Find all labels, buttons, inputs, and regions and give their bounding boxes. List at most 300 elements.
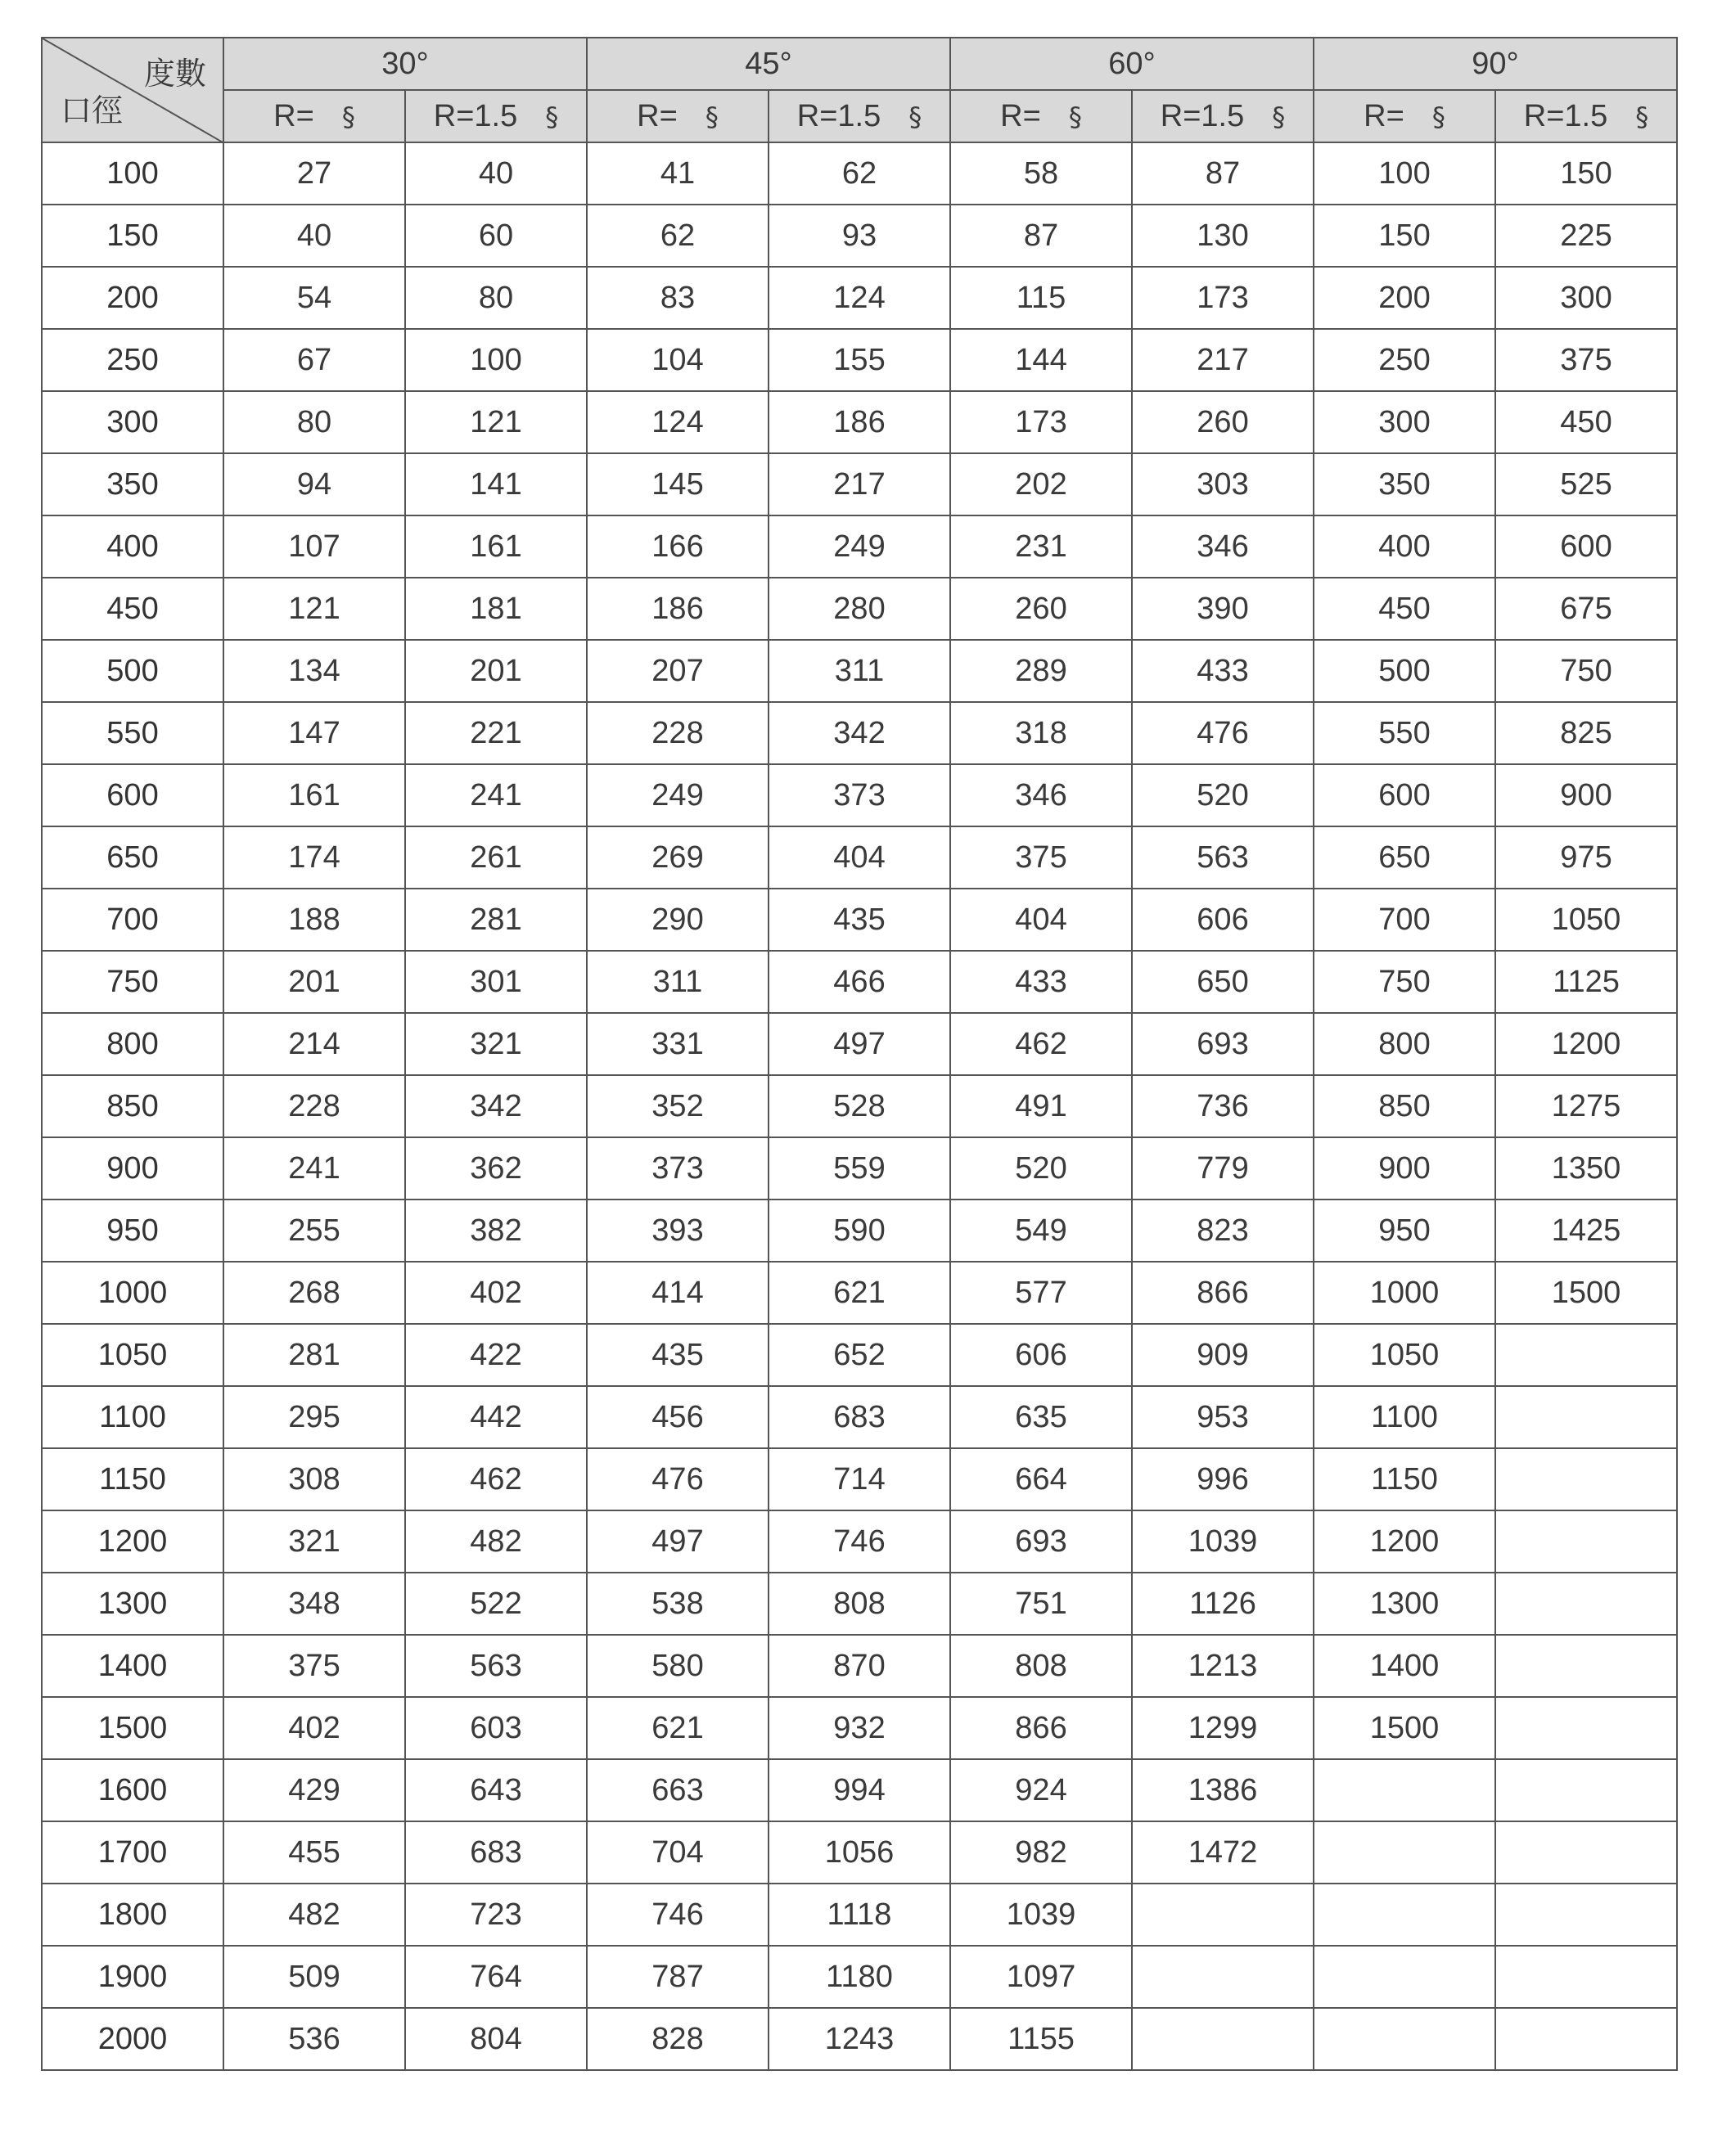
angle-header-90: 90° <box>1314 38 1677 90</box>
value-cell: 217 <box>769 453 950 515</box>
radius-header-2 <box>587 90 769 142</box>
diameter-cell: 250 <box>42 329 223 391</box>
value-cell: 346 <box>950 764 1132 826</box>
value-cell <box>1314 2008 1495 2070</box>
value-cell: 121 <box>405 391 587 453</box>
value-cell: 982 <box>950 1821 1132 1884</box>
value-cell: 255 <box>223 1200 405 1262</box>
table-row <box>42 1262 1677 1324</box>
value-cell: 808 <box>950 1635 1132 1697</box>
value-cell: 714 <box>769 1448 950 1510</box>
value-cell: 62 <box>769 142 950 205</box>
value-cell: 476 <box>587 1448 769 1510</box>
diameter-cell: 800 <box>42 1013 223 1075</box>
value-cell: 100 <box>405 329 587 391</box>
table-row <box>42 391 1677 453</box>
elbow-dimension-table <box>41 37 1678 2071</box>
value-cell: 538 <box>587 1573 769 1635</box>
value-cell: 260 <box>1132 391 1314 453</box>
value-cell: 600 <box>1314 764 1495 826</box>
table-row <box>42 2008 1677 2070</box>
diameter-cell: 1050 <box>42 1324 223 1386</box>
table-row <box>42 889 1677 951</box>
table-row <box>42 1573 1677 1635</box>
table-row <box>42 515 1677 578</box>
value-cell: 207 <box>587 640 769 702</box>
value-cell: 476 <box>1132 702 1314 764</box>
value-cell: 509 <box>223 1946 405 2008</box>
value-cell: 161 <box>405 515 587 578</box>
radius-header-1 <box>405 90 587 142</box>
value-cell: 704 <box>587 1821 769 1884</box>
value-cell: 1243 <box>769 2008 950 2070</box>
value-cell: 390 <box>1132 578 1314 640</box>
diameter-cell: 850 <box>42 1075 223 1137</box>
value-cell: 787 <box>587 1946 769 2008</box>
value-cell: 823 <box>1132 1200 1314 1262</box>
value-cell: 144 <box>950 329 1132 391</box>
value-cell: 300 <box>1314 391 1495 453</box>
radius-header-7 <box>1495 90 1677 142</box>
value-cell: 201 <box>223 951 405 1013</box>
value-cell: 1200 <box>1495 1013 1677 1075</box>
value-cell: 166 <box>587 515 769 578</box>
diameter-cell: 1800 <box>42 1884 223 1946</box>
value-cell: 280 <box>769 578 950 640</box>
value-cell: 67 <box>223 329 405 391</box>
table-row <box>42 1075 1677 1137</box>
value-cell: 664 <box>950 1448 1132 1510</box>
radius-label: R=1.5 <box>1523 98 1608 133</box>
value-cell: 603 <box>405 1697 587 1759</box>
value-cell: 228 <box>223 1075 405 1137</box>
value-cell: 241 <box>223 1137 405 1200</box>
value-cell: 124 <box>587 391 769 453</box>
value-cell <box>1495 2008 1677 2070</box>
value-cell: 141 <box>405 453 587 515</box>
section-symbol: § <box>1431 101 1445 133</box>
value-cell: 362 <box>405 1137 587 1200</box>
angle-header-45: 45° <box>587 38 950 90</box>
value-cell: 201 <box>405 640 587 702</box>
table-row <box>42 1759 1677 1821</box>
value-cell: 214 <box>223 1013 405 1075</box>
diameter-cell: 1200 <box>42 1510 223 1573</box>
table-row <box>42 1697 1677 1759</box>
value-cell: 683 <box>405 1821 587 1884</box>
value-cell: 318 <box>950 702 1132 764</box>
value-cell: 80 <box>405 267 587 329</box>
table-row <box>42 1137 1677 1200</box>
diameter-cell: 100 <box>42 142 223 205</box>
value-cell: 58 <box>950 142 1132 205</box>
value-cell <box>1495 1821 1677 1884</box>
value-cell: 147 <box>223 702 405 764</box>
value-cell: 1155 <box>950 2008 1132 2070</box>
value-cell: 107 <box>223 515 405 578</box>
value-cell: 924 <box>950 1759 1132 1821</box>
value-cell: 404 <box>769 826 950 889</box>
value-cell <box>1495 1759 1677 1821</box>
section-symbol: § <box>341 101 355 133</box>
value-cell: 764 <box>405 1946 587 2008</box>
value-cell <box>1495 1448 1677 1510</box>
value-cell: 1350 <box>1495 1137 1677 1200</box>
value-cell: 268 <box>223 1262 405 1324</box>
value-cell: 580 <box>587 1635 769 1697</box>
value-cell: 174 <box>223 826 405 889</box>
value-cell: 1050 <box>1314 1324 1495 1386</box>
value-cell: 1500 <box>1314 1697 1495 1759</box>
table-row <box>42 329 1677 391</box>
table-row <box>42 205 1677 267</box>
value-cell: 746 <box>769 1510 950 1573</box>
value-cell: 866 <box>950 1697 1132 1759</box>
value-cell: 181 <box>405 578 587 640</box>
value-cell: 750 <box>1495 640 1677 702</box>
angle-header-30: 30° <box>223 38 587 90</box>
diameter-cell: 500 <box>42 640 223 702</box>
header-row-angles <box>42 38 1677 90</box>
value-cell: 321 <box>405 1013 587 1075</box>
value-cell: 202 <box>950 453 1132 515</box>
value-cell: 435 <box>769 889 950 951</box>
table-row <box>42 453 1677 515</box>
value-cell: 130 <box>1132 205 1314 267</box>
section-symbol: § <box>1635 101 1649 133</box>
value-cell: 746 <box>587 1884 769 1946</box>
table-row <box>42 1946 1677 2008</box>
diameter-cell: 950 <box>42 1200 223 1262</box>
radius-header-5 <box>1132 90 1314 142</box>
value-cell: 93 <box>769 205 950 267</box>
elbow-dimension-table-container <box>41 37 1678 2071</box>
value-cell: 600 <box>1495 515 1677 578</box>
value-cell: 1118 <box>769 1884 950 1946</box>
table-row <box>42 826 1677 889</box>
value-cell: 373 <box>769 764 950 826</box>
value-cell: 1400 <box>1314 1635 1495 1697</box>
value-cell: 491 <box>950 1075 1132 1137</box>
value-cell: 455 <box>223 1821 405 1884</box>
value-cell: 433 <box>1132 640 1314 702</box>
value-cell: 100 <box>1314 142 1495 205</box>
value-cell: 295 <box>223 1386 405 1448</box>
value-cell: 650 <box>1314 826 1495 889</box>
corner-label-degrees: 度數 <box>143 57 206 92</box>
value-cell: 900 <box>1314 1137 1495 1200</box>
table-row <box>42 640 1677 702</box>
value-cell: 497 <box>769 1013 950 1075</box>
value-cell <box>1314 1821 1495 1884</box>
value-cell: 352 <box>587 1075 769 1137</box>
radius-header-0 <box>223 90 405 142</box>
value-cell: 932 <box>769 1697 950 1759</box>
table-header <box>42 38 1677 142</box>
radius-header-6 <box>1314 90 1495 142</box>
value-cell: 1425 <box>1495 1200 1677 1262</box>
section-symbol: § <box>545 101 559 133</box>
value-cell: 311 <box>587 951 769 1013</box>
value-cell: 321 <box>223 1510 405 1573</box>
value-cell: 27 <box>223 142 405 205</box>
value-cell: 1050 <box>1495 889 1677 951</box>
value-cell: 161 <box>223 764 405 826</box>
value-cell: 83 <box>587 267 769 329</box>
radius-label: R= <box>1000 98 1041 133</box>
value-cell: 402 <box>223 1697 405 1759</box>
value-cell: 850 <box>1314 1075 1495 1137</box>
value-cell: 150 <box>1314 205 1495 267</box>
value-cell: 606 <box>1132 889 1314 951</box>
value-cell <box>1314 1946 1495 2008</box>
diameter-cell: 1900 <box>42 1946 223 2008</box>
value-cell: 80 <box>223 391 405 453</box>
value-cell: 750 <box>1314 951 1495 1013</box>
diameter-cell: 1400 <box>42 1635 223 1697</box>
radius-label: R= <box>273 98 314 133</box>
value-cell: 1300 <box>1314 1573 1495 1635</box>
value-cell <box>1495 1573 1677 1635</box>
value-cell: 311 <box>769 640 950 702</box>
value-cell: 281 <box>405 889 587 951</box>
value-cell: 350 <box>1314 453 1495 515</box>
value-cell: 559 <box>769 1137 950 1200</box>
diameter-cell: 150 <box>42 205 223 267</box>
value-cell: 60 <box>405 205 587 267</box>
value-cell: 373 <box>587 1137 769 1200</box>
value-cell: 150 <box>1495 142 1677 205</box>
value-cell: 435 <box>587 1324 769 1386</box>
value-cell: 249 <box>587 764 769 826</box>
value-cell: 450 <box>1314 578 1495 640</box>
value-cell: 281 <box>223 1324 405 1386</box>
value-cell: 994 <box>769 1759 950 1821</box>
value-cell: 250 <box>1314 329 1495 391</box>
value-cell: 804 <box>405 2008 587 2070</box>
value-cell: 260 <box>950 578 1132 640</box>
value-cell: 1097 <box>950 1946 1132 2008</box>
value-cell: 462 <box>950 1013 1132 1075</box>
value-cell: 186 <box>769 391 950 453</box>
value-cell: 808 <box>769 1573 950 1635</box>
radius-label: R=1.5 <box>1160 98 1245 133</box>
diameter-cell: 550 <box>42 702 223 764</box>
radius-label: R= <box>637 98 678 133</box>
section-symbol: § <box>1272 101 1286 133</box>
corner-header-cell <box>42 38 223 142</box>
value-cell: 290 <box>587 889 769 951</box>
value-cell: 1126 <box>1132 1573 1314 1635</box>
section-symbol: § <box>705 101 719 133</box>
value-cell: 1500 <box>1495 1262 1677 1324</box>
value-cell: 289 <box>950 640 1132 702</box>
value-cell: 996 <box>1132 1448 1314 1510</box>
value-cell: 382 <box>405 1200 587 1262</box>
diameter-cell: 1700 <box>42 1821 223 1884</box>
diameter-cell: 1000 <box>42 1262 223 1324</box>
diameter-cell: 400 <box>42 515 223 578</box>
diameter-cell: 1500 <box>42 1697 223 1759</box>
value-cell: 1056 <box>769 1821 950 1884</box>
value-cell <box>1495 1635 1677 1697</box>
table-row <box>42 1821 1677 1884</box>
angle-header-60: 60° <box>950 38 1314 90</box>
value-cell: 300 <box>1495 267 1677 329</box>
value-cell <box>1495 1884 1677 1946</box>
table-row <box>42 1884 1677 1946</box>
diameter-cell: 650 <box>42 826 223 889</box>
value-cell: 528 <box>769 1075 950 1137</box>
value-cell: 115 <box>950 267 1132 329</box>
value-cell: 1299 <box>1132 1697 1314 1759</box>
value-cell: 54 <box>223 267 405 329</box>
value-cell: 1213 <box>1132 1635 1314 1697</box>
table-row <box>42 1386 1677 1448</box>
value-cell: 800 <box>1314 1013 1495 1075</box>
value-cell: 121 <box>223 578 405 640</box>
table-body <box>42 142 1677 2070</box>
value-cell: 124 <box>769 267 950 329</box>
value-cell: 342 <box>769 702 950 764</box>
value-cell: 693 <box>1132 1013 1314 1075</box>
value-cell: 249 <box>769 515 950 578</box>
value-cell <box>1495 1946 1677 2008</box>
value-cell: 462 <box>405 1448 587 1510</box>
value-cell: 94 <box>223 453 405 515</box>
value-cell: 621 <box>587 1697 769 1759</box>
diameter-cell: 750 <box>42 951 223 1013</box>
diameter-cell: 2000 <box>42 2008 223 2070</box>
value-cell: 736 <box>1132 1075 1314 1137</box>
table-row <box>42 702 1677 764</box>
value-cell <box>1495 1386 1677 1448</box>
radius-header-3 <box>769 90 950 142</box>
value-cell: 40 <box>405 142 587 205</box>
value-cell: 402 <box>405 1262 587 1324</box>
value-cell: 663 <box>587 1759 769 1821</box>
value-cell: 231 <box>950 515 1132 578</box>
radius-label: R=1.5 <box>433 98 518 133</box>
value-cell: 1200 <box>1314 1510 1495 1573</box>
value-cell: 1039 <box>1132 1510 1314 1573</box>
value-cell: 1039 <box>950 1884 1132 1946</box>
value-cell: 590 <box>769 1200 950 1262</box>
value-cell: 433 <box>950 951 1132 1013</box>
diameter-cell: 200 <box>42 267 223 329</box>
diameter-cell: 1600 <box>42 1759 223 1821</box>
value-cell: 429 <box>223 1759 405 1821</box>
value-cell: 550 <box>1314 702 1495 764</box>
value-cell: 643 <box>405 1759 587 1821</box>
value-cell: 62 <box>587 205 769 267</box>
diameter-cell: 1300 <box>42 1573 223 1635</box>
value-cell: 779 <box>1132 1137 1314 1200</box>
value-cell: 563 <box>1132 826 1314 889</box>
value-cell: 221 <box>405 702 587 764</box>
value-cell: 414 <box>587 1262 769 1324</box>
value-cell: 522 <box>405 1573 587 1635</box>
value-cell: 346 <box>1132 515 1314 578</box>
value-cell: 525 <box>1495 453 1677 515</box>
section-symbol: § <box>1068 101 1082 133</box>
radius-label: R= <box>1364 98 1404 133</box>
value-cell: 450 <box>1495 391 1677 453</box>
value-cell: 866 <box>1132 1262 1314 1324</box>
value-cell: 456 <box>587 1386 769 1448</box>
value-cell: 1472 <box>1132 1821 1314 1884</box>
table-row <box>42 142 1677 205</box>
value-cell: 1180 <box>769 1946 950 2008</box>
value-cell: 228 <box>587 702 769 764</box>
table-row <box>42 1324 1677 1386</box>
value-cell: 1000 <box>1314 1262 1495 1324</box>
value-cell: 675 <box>1495 578 1677 640</box>
value-cell: 87 <box>1132 142 1314 205</box>
diameter-cell: 900 <box>42 1137 223 1200</box>
value-cell: 621 <box>769 1262 950 1324</box>
header-row-radius <box>42 90 1677 142</box>
value-cell: 186 <box>587 578 769 640</box>
value-cell: 482 <box>223 1884 405 1946</box>
value-cell: 870 <box>769 1635 950 1697</box>
diameter-cell: 1100 <box>42 1386 223 1448</box>
diameter-cell: 450 <box>42 578 223 640</box>
value-cell: 134 <box>223 640 405 702</box>
value-cell: 217 <box>1132 329 1314 391</box>
value-cell: 577 <box>950 1262 1132 1324</box>
radius-label: R=1.5 <box>796 98 881 133</box>
value-cell: 269 <box>587 826 769 889</box>
value-cell: 348 <box>223 1573 405 1635</box>
value-cell: 200 <box>1314 267 1495 329</box>
value-cell: 909 <box>1132 1324 1314 1386</box>
value-cell <box>1314 1759 1495 1821</box>
value-cell: 41 <box>587 142 769 205</box>
value-cell: 723 <box>405 1884 587 1946</box>
value-cell: 520 <box>1132 764 1314 826</box>
value-cell: 563 <box>405 1635 587 1697</box>
value-cell: 482 <box>405 1510 587 1573</box>
value-cell: 375 <box>950 826 1132 889</box>
value-cell: 975 <box>1495 826 1677 889</box>
diameter-cell: 700 <box>42 889 223 951</box>
value-cell: 1386 <box>1132 1759 1314 1821</box>
table-row <box>42 1510 1677 1573</box>
diameter-cell: 300 <box>42 391 223 453</box>
table-row <box>42 1200 1677 1262</box>
value-cell: 225 <box>1495 205 1677 267</box>
value-cell: 700 <box>1314 889 1495 951</box>
value-cell: 87 <box>950 205 1132 267</box>
value-cell: 693 <box>950 1510 1132 1573</box>
value-cell: 261 <box>405 826 587 889</box>
value-cell: 393 <box>587 1200 769 1262</box>
diameter-cell: 600 <box>42 764 223 826</box>
value-cell <box>1314 1884 1495 1946</box>
value-cell: 1275 <box>1495 1075 1677 1137</box>
value-cell: 342 <box>405 1075 587 1137</box>
value-cell: 950 <box>1314 1200 1495 1262</box>
value-cell: 751 <box>950 1573 1132 1635</box>
corner-label-diameter: 口徑 <box>61 94 124 128</box>
table-row <box>42 951 1677 1013</box>
value-cell: 40 <box>223 205 405 267</box>
table-row <box>42 1448 1677 1510</box>
value-cell: 173 <box>1132 267 1314 329</box>
value-cell: 500 <box>1314 640 1495 702</box>
table-row <box>42 1635 1677 1697</box>
